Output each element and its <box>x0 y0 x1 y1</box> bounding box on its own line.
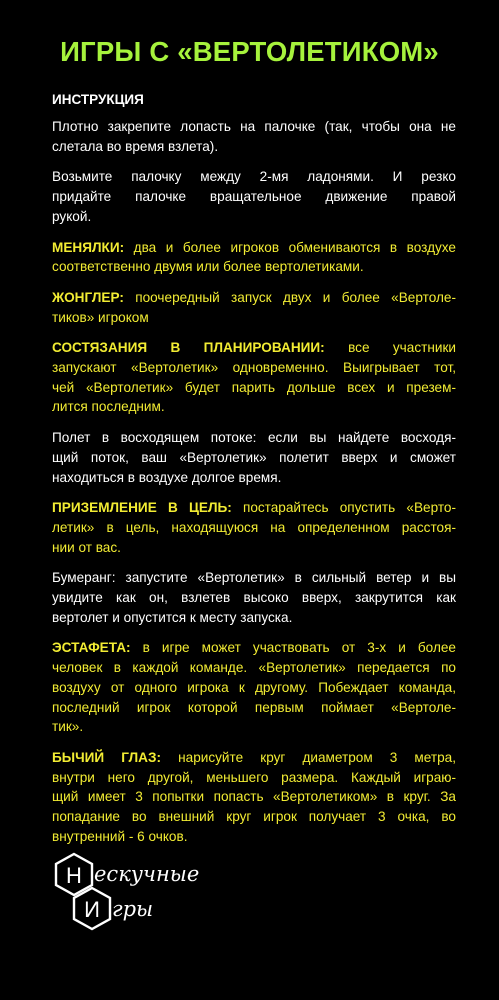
paragraph-text: все участники <box>324 340 456 356</box>
paragraph-line <box>52 588 456 608</box>
paragraph-line <box>52 827 456 847</box>
logo-letter-i: И <box>84 897 100 922</box>
paragraph-line <box>52 308 456 328</box>
instructions-body <box>52 117 456 858</box>
paragraph-line <box>52 498 456 518</box>
paragraph-text: Бумеранг: запустите «Вертолетик» в сильный ветер и вы <box>52 570 456 586</box>
paragraph-text: летик» в цель, находящуюся на определенном расстоя- <box>52 519 456 535</box>
paragraph <box>52 428 456 487</box>
paragraph-text: внутри него другой, меньшего размера. Каждый играю- <box>52 769 456 785</box>
paragraph-line <box>52 167 456 187</box>
paragraph-line <box>52 397 456 417</box>
paragraph-line <box>52 658 456 678</box>
paragraph-line <box>52 238 456 258</box>
paragraph <box>52 167 456 226</box>
paragraph-line <box>52 358 456 378</box>
paragraph <box>52 638 456 737</box>
game-name-label: БЫЧИЙ ГЛАЗ: <box>52 749 162 765</box>
game-name-label: ПРИЗЕМЛЕНИЕ В ЦЕЛЬ: <box>52 500 232 516</box>
paragraph-text: запускают «Вертолетик» одновременно. Выигрывает тот, <box>52 360 456 376</box>
paragraph-line <box>52 717 456 737</box>
paragraph-text: в игре может участвовать от 3-х и более <box>130 640 456 656</box>
game-name-label: ЭСТАФЕТА: <box>52 640 131 656</box>
paragraph-line <box>52 678 456 698</box>
paragraph-line <box>52 338 456 358</box>
game-name-label: СОСТЯЗАНИЯ В ПЛАНИРОВАНИИ: <box>52 340 325 356</box>
paragraph-text: Полет в восходящем потоке: если вы найдете восходя- <box>52 430 456 446</box>
paragraph <box>52 238 456 277</box>
paragraph <box>52 338 456 417</box>
paragraph-text: попадание во внешний круг игрок получает 3 очка, во <box>52 809 456 825</box>
paragraph-text: Возьмите палочку между 2-мя ладонями. И резко <box>52 169 456 185</box>
paragraph-text: воздуху от одного игрока к другому. Побеждает команда, <box>52 679 456 695</box>
paragraph-text: тиков» игроком <box>52 309 149 325</box>
paragraph-text: внутренний - 6 очков. <box>52 828 188 844</box>
paragraph-text: придайте палочке вращательное движение правой <box>52 189 456 205</box>
paragraph-text: Плотно закрепите лопасть на палочке (так, чтобы она не <box>52 119 456 134</box>
paragraph-text: последний игрок которой первым поймает «Вертоле- <box>52 699 456 715</box>
paragraph-text: человек в каждой команде. «Вертолетик» передается по <box>52 660 456 676</box>
paragraph-line <box>52 187 456 207</box>
paragraph-text: нарисуйте круг диаметром 3 метра, <box>161 749 456 765</box>
paragraph-text: рукой. <box>52 208 92 224</box>
paragraph <box>52 117 456 156</box>
paragraph-line <box>52 568 456 588</box>
paragraph-line <box>52 748 456 768</box>
paragraph-line <box>52 698 456 718</box>
page-title: ИГРЫ С «ВЕРТОЛЕТИКОМ» <box>60 36 439 67</box>
paragraph-text: находиться в воздухе долгое время. <box>52 469 282 485</box>
paragraph-text: постарайтесь опустить «Верто- <box>231 500 456 516</box>
paragraph-line <box>52 378 456 398</box>
game-name-label: МЕНЯЛКИ: <box>52 239 125 255</box>
paragraph-line <box>52 787 456 807</box>
instruction-heading: ИНСТРУКЦИЯ <box>52 92 144 107</box>
paragraph-text: увидите как он, взлетев высоко вверх, закрутится как <box>52 590 456 606</box>
game-name-label: ЖОНГЛЕР: <box>52 289 124 305</box>
paragraph-line <box>52 768 456 788</box>
paragraph-line <box>52 638 456 658</box>
logo-text-top: ескучные <box>94 862 200 886</box>
paragraph <box>52 748 456 847</box>
paragraph-line <box>52 608 456 628</box>
paragraph-line <box>52 518 456 538</box>
paragraph-line <box>52 807 456 827</box>
paragraph-text: соответственно двумя или более вертолетиками. <box>52 259 364 275</box>
paragraph-text: поочередный запуск двух и более «Вертоле- <box>123 289 456 305</box>
paragraph <box>52 498 456 557</box>
paragraph-text: два и более игроков обмениваются в воздухе <box>124 239 456 255</box>
paragraph-line <box>52 137 456 157</box>
paragraph-text: нии от вас. <box>52 539 121 555</box>
paragraph-line <box>52 288 456 308</box>
paragraph-line <box>52 207 456 227</box>
paragraph-line <box>52 257 456 277</box>
paragraph-line <box>52 468 456 488</box>
paragraph-line <box>52 538 456 558</box>
paragraph-text: щий поток, ваш «Вертолетик» полетит вверх и сможет <box>52 449 456 465</box>
paragraph-text: слетала во время взлета). <box>52 138 219 154</box>
paragraph-text: вертолет и опустится к месту запуска. <box>52 609 293 625</box>
logo-letter-n: Н <box>66 863 82 888</box>
paragraph-text: тик». <box>52 719 84 735</box>
logo <box>50 850 250 950</box>
paragraph <box>52 568 456 627</box>
paragraph-line <box>52 117 456 137</box>
paragraph <box>52 288 456 327</box>
paragraph-text: чей «Вертолетик» будет парить дольше всех и презем- <box>52 379 456 395</box>
paragraph-text: щий имеет 3 попытки попасть «Вертолетиком» в круг. За <box>52 789 456 805</box>
paragraph-text: лится последним. <box>52 399 165 415</box>
paragraph-line <box>52 428 456 448</box>
paragraph-line <box>52 448 456 468</box>
logo-text-bottom: гры <box>112 897 154 921</box>
